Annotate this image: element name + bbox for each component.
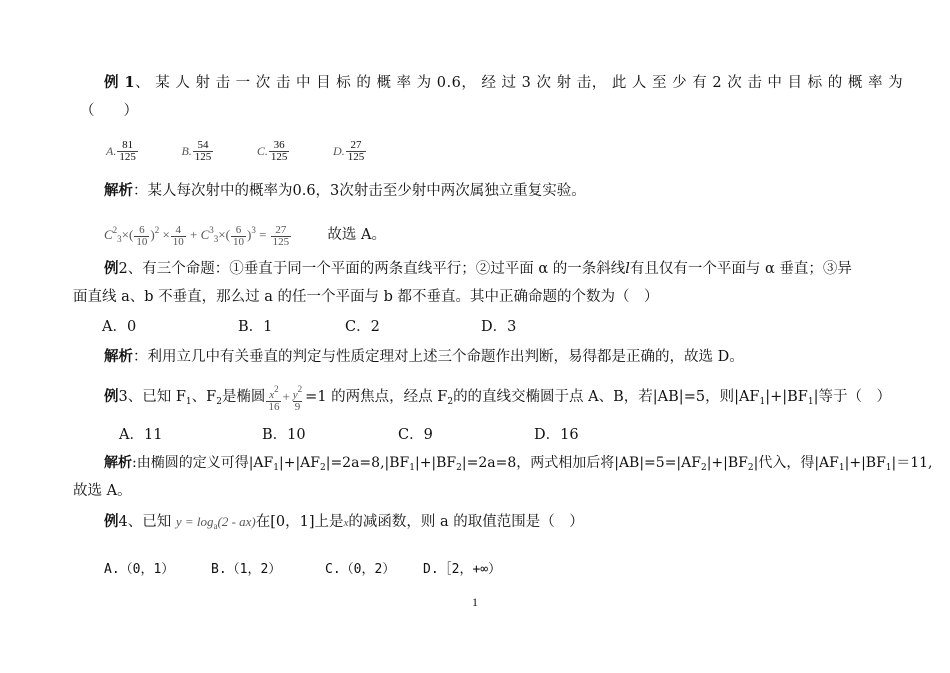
- q1-formula: $C^2_3\times$( $\frac{6}{10}$ )$^2$ × $\frac{4}{10}$ + $C^3_3\times$( $\frac{6}{10}$ )$^3$ = $\frac{27}{125}$ 故选 A。: [104, 223, 386, 248]
- q3-label: 例: [104, 388, 119, 405]
- q3-analysis-label: 解析: [104, 455, 132, 471]
- q1-label: 例 1: [104, 74, 136, 91]
- q1-option-b[interactable]: B. $\frac{54}{125}$: [181, 138, 212, 163]
- q1-analysis-label: 解析: [104, 182, 133, 199]
- q1-text: 、 某 人 射 击 一 次 击 中 目 标 的 概 率 为 0.6， 经 过 3 次 射 击， 此 人 至 少 有 2 次 击 中 目 标 的 概 率 为: [135, 75, 904, 91]
- q4-label: 例: [104, 513, 119, 530]
- q1-option-c[interactable]: C. $\frac{36}{125}$: [256, 138, 288, 163]
- q2-option-a[interactable]: A．0: [102, 319, 137, 335]
- q4-option-a[interactable]: A.（0，1）: [104, 562, 175, 577]
- q1-question: [104, 73, 903, 93]
- q2-analysis-label: 解析: [104, 348, 133, 365]
- q2-option-d[interactable]: D．3: [481, 319, 517, 335]
- q1-option-a[interactable]: A. $\frac{81}{125}$: [106, 138, 136, 163]
- q3-option-b[interactable]: B．10: [262, 427, 306, 443]
- q3-option-c[interactable]: C．9: [398, 427, 433, 443]
- q3-options: [119, 425, 579, 445]
- page-number: 1: [472, 595, 478, 609]
- q4-question: 例4、已知 $y = \log_a(2 - ax)$在[0，1]上是x的减函数，则 a 的取值范围是（ ）: [104, 513, 584, 531]
- ellipse-formula: $\frac{x^2}{16}$ + $\frac{y^2}{9}$: [268, 383, 303, 413]
- q2-options: [102, 317, 516, 337]
- q1-option-d[interactable]: D. $\frac{27}{125}$: [333, 138, 365, 163]
- q3-analysis-line2: 故选 A。: [73, 483, 132, 499]
- q3-option-a[interactable]: A．11: [119, 427, 163, 443]
- q3-question: 例3、已知 $F_1$、$F_2$是椭圆 $\frac{x^2}{16}$ + $\frac{y^2}{9}$ =1 的两焦点，经点 $F_2$的的直线交椭圆于点 A、B，若|AB|=5，则$|AF_1|+|BF_1|$等于（ ）: [104, 383, 891, 413]
- q3-option-d[interactable]: D．16: [534, 427, 579, 443]
- q4-formula: $y = \log_a(2 - ax)$: [175, 514, 256, 531]
- q4-option-d[interactable]: D.［2，+∞）: [423, 562, 502, 577]
- q1-paren: （ ）: [80, 103, 138, 119]
- q2-option-b[interactable]: B．1: [238, 319, 273, 335]
- q4-option-c[interactable]: C.（0，2）: [325, 562, 396, 577]
- q1-conclusion: 故选 A。: [327, 227, 386, 243]
- q1-analysis: [104, 181, 586, 201]
- q1-analysis-text: ：某人每次射中的概率为0.6，3次射击至少射中两次属独立重复实验。: [133, 183, 586, 199]
- q2-label: 例: [104, 260, 119, 277]
- q3-analysis: 解析:由椭圆的定义可得$|AF_1|+|AF_2|=2a=8,|BF_1|+|BF_2|=2a=8$，两式相加后将$|AB|=5=|AF_2|+|BF_2|$代入，得$|AF_1|+|BF_1|=11$,: [104, 455, 933, 473]
- q2-question-line2: 面直线 a、b 不垂直，那么过 a 的任一个平面与 b 都不垂直。其中正确命题的个数为（ ）: [73, 289, 659, 305]
- q4-options: [104, 560, 501, 580]
- q4-option-b[interactable]: B.（1，2）: [211, 562, 282, 577]
- q2-option-c[interactable]: C．2: [345, 319, 380, 335]
- q1-options: [106, 136, 405, 166]
- q2-question: 例2、有三个命题：①垂直于同一个平面的两条直线平行；②过平面 α 的一条斜线l有且仅有一个平面与 α 垂直；③异: [104, 260, 852, 277]
- q2-analysis: 解析：利用立几中有关垂直的判定与性质定理对上述三个命题作出判断，易得都是正确的，故选 D。: [104, 348, 744, 365]
